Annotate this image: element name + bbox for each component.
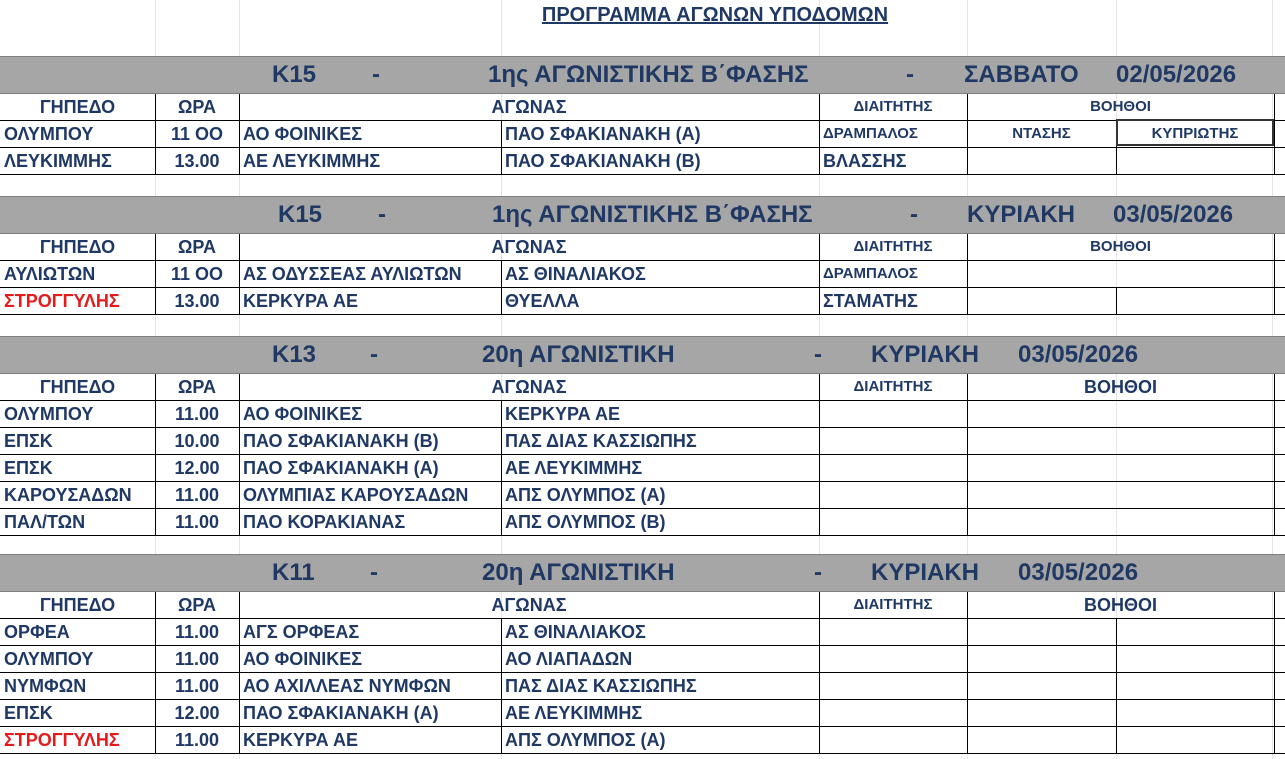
table-row (0, 646, 1285, 673)
assistant-2-cell (1116, 261, 1274, 287)
date-label: 03/05/2026 (1113, 201, 1234, 228)
table-row (0, 455, 1285, 482)
ground-cell: ΟΡΦΕΑ (4, 622, 70, 642)
assistant-1-cell (967, 619, 1116, 645)
header-referee: ΔΙΑΙΤΗΤΗΣ (853, 238, 933, 255)
referee-cell (823, 673, 967, 699)
away-team-cell: ΠΑΟ ΣΦΑΚΙΑΝΑΚΗ (Β) (505, 151, 701, 171)
time-cell: 11.00 (174, 649, 220, 669)
day-label: ΚΥΡΙΑΚΗ (871, 559, 980, 586)
referee-cell: ΣΤΑΜΑΤΗΣ (823, 291, 918, 311)
assistant-2-cell (1116, 288, 1274, 314)
assistant-2-cell (1116, 673, 1274, 699)
assistant-2-cell (1116, 428, 1274, 454)
table-row (0, 148, 1285, 175)
assistant-2-cell (1116, 455, 1274, 481)
assistant-1-cell (967, 700, 1116, 726)
header-match: ΑΓΩΝΑΣ (491, 97, 567, 117)
assistant-1-cell (967, 646, 1116, 672)
assistant-1-cell (967, 509, 1116, 535)
home-team-cell: ΠΑΟ ΣΦΑΚΙΑΝΑΚΗ (Β) (243, 431, 439, 451)
section-header-bar (0, 56, 1285, 94)
home-team-cell: ΚΕΡΚΥΡΑ ΑΕ (243, 730, 359, 750)
table-row (0, 288, 1285, 315)
assistant-1-cell (967, 148, 1116, 174)
table-row (0, 261, 1285, 288)
time-cell: 11.00 (174, 730, 220, 750)
table-row (0, 619, 1285, 646)
referee-cell: ΔΡΑΜΠΑΛΟΣ (823, 125, 918, 142)
away-team-cell: ΑΠΣ ΟΛΥΜΠΟΣ (Β) (505, 512, 666, 532)
header-ground: ΓΗΠΕΔΟ (39, 97, 116, 117)
header-match: ΑΓΩΝΑΣ (491, 377, 567, 397)
header-ground: ΓΗΠΕΔΟ (39, 237, 116, 257)
time-cell: 12.00 (174, 703, 220, 723)
ground-cell: ΛΕΥΚΙΜΜΗΣ (4, 151, 112, 171)
separator-dash: - (370, 341, 378, 368)
header-referee: ΔΙΑΙΤΗΤΗΣ (853, 98, 933, 115)
assistant-1-cell: ΝΤΑΣΗΣ (1012, 125, 1071, 142)
referee-cell: ΔΡΑΜΠΑΛΟΣ (823, 265, 918, 282)
separator-dash: - (814, 341, 822, 368)
schedule-table (0, 592, 1285, 754)
category-label: Κ15 (278, 201, 323, 228)
home-team-cell: ΠΑΟ ΚΟΡΑΚΙΑΝΑΣ (243, 512, 406, 532)
assistant-2-cell (1116, 148, 1274, 174)
assistant-1-cell (967, 727, 1116, 753)
ground-cell: ΑΥΛΙΩΤΩΝ (4, 264, 96, 284)
header-assistants: ΒΟΗΘΟΙ (1090, 98, 1151, 115)
ground-cell: ΟΛΥΜΠΟΥ (4, 649, 94, 669)
header-assistants: ΒΟΗΘΟΙ (1083, 377, 1157, 397)
home-team-cell: ΚΕΡΚΥΡΑ ΑΕ (243, 291, 359, 311)
schedule-table (0, 234, 1285, 315)
away-team-cell: ΑΟ ΛΙΑΠΑΔΩΝ (505, 649, 633, 669)
schedule-section (0, 336, 1285, 536)
assistant-2-cell (1116, 401, 1274, 427)
away-team-cell: ΑΣ ΘΙΝΑΛΙΑΚΟΣ (505, 622, 646, 642)
header-time: ΩΡΑ (177, 237, 217, 257)
home-team-cell: ΟΛΥΜΠΙΑΣ ΚΑΡΟΥΣΑΔΩΝ (243, 485, 469, 505)
away-team-cell: ΑΣ ΘΙΝΑΛΙΑΚΟΣ (505, 264, 646, 284)
assistant-2-cell (1116, 619, 1274, 645)
section-header-bar (0, 196, 1285, 234)
date-label: 03/05/2026 (1018, 559, 1139, 586)
time-cell: 11 ΟΟ (170, 124, 224, 144)
table-row (0, 121, 1285, 148)
table-row (0, 482, 1285, 509)
home-team-cell: ΑΕ ΛΕΥΚΙΜΜΗΣ (243, 151, 381, 171)
separator-dash: - (910, 201, 918, 228)
separator-dash: - (378, 201, 386, 228)
assistant-2-cell (1116, 509, 1274, 535)
referee-cell (823, 482, 967, 508)
separator-dash: - (370, 559, 378, 586)
home-team-cell: ΑΟ ΦΟΙΝΙΚΕΣ (243, 649, 363, 669)
table-header-row (0, 374, 1285, 401)
assistant-2-cell (1116, 646, 1274, 672)
header-referee: ΔΙΑΙΤΗΤΗΣ (853, 378, 933, 395)
schedule-table (0, 94, 1285, 175)
header-time: ΩΡΑ (177, 377, 217, 397)
away-team-cell: ΠΑΣ ΔΙΑΣ ΚΑΣΣΙΩΠΗΣ (505, 676, 697, 696)
round-label: 1ης ΑΓΩΝΙΣΤΙΚΗΣ Β΄ΦΑΣΗΣ (492, 201, 813, 228)
assistant-1-cell (967, 261, 1116, 287)
date-label: 02/05/2026 (1116, 61, 1237, 88)
table-row (0, 509, 1285, 536)
referee-cell (823, 401, 967, 427)
page-title: ΠΡΟΓΡΑΜΜΑ ΑΓΩΝΩΝ ΥΠΟΔΟΜΩΝ (541, 4, 889, 26)
assistant-1-cell (967, 455, 1116, 481)
ground-cell: ΕΠΣΚ (4, 458, 53, 478)
table-row (0, 727, 1285, 754)
separator-dash: - (906, 61, 914, 88)
away-team-cell: ΚΕΡΚΥΡΑ ΑΕ (505, 404, 621, 424)
day-label: ΚΥΡΙΑΚΗ (871, 341, 980, 368)
category-label: Κ15 (272, 61, 317, 88)
assistant-1-cell (967, 428, 1116, 454)
header-time: ΩΡΑ (177, 595, 217, 615)
away-team-cell: ΑΕ ΛΕΥΚΙΜΜΗΣ (505, 458, 643, 478)
time-cell: 11.00 (174, 485, 220, 505)
referee-cell (823, 509, 967, 535)
ground-cell: ΠΑΛ/ΤΩΝ (4, 512, 86, 532)
ground-cell: ΚΑΡΟΥΣΑΔΩΝ (4, 485, 132, 505)
section-header-bar (0, 554, 1285, 592)
schedule-section (0, 196, 1285, 315)
time-cell: 11.00 (174, 512, 220, 532)
time-cell: 11.00 (174, 404, 220, 424)
home-team-cell: ΑΟ ΑΧΙΛΛΕΑΣ ΝΥΜΦΩΝ (243, 676, 451, 696)
schedule-section (0, 56, 1285, 175)
table-header-row (0, 592, 1285, 619)
home-team-cell: ΠΑΟ ΣΦΑΚΙΑΝΑΚΗ (Α) (243, 458, 439, 478)
assistant-1-cell (967, 401, 1116, 427)
category-label: Κ13 (272, 341, 317, 368)
ground-cell: ΕΠΣΚ (4, 431, 53, 451)
home-team-cell: ΠΑΟ ΣΦΑΚΙΑΝΑΚΗ (Α) (243, 703, 439, 723)
ground-cell: ΕΠΣΚ (4, 703, 53, 723)
away-team-cell: ΑΠΣ ΟΛΥΜΠΟΣ (Α) (505, 730, 666, 750)
ground-cell: ΟΛΥΜΠΟΥ (4, 404, 94, 424)
referee-cell: ΒΛΑΣΣΗΣ (823, 151, 907, 171)
assistant-1-cell (967, 482, 1116, 508)
home-team-cell: ΑΓΣ ΟΡΦΕΑΣ (243, 622, 360, 642)
round-label: 1ης ΑΓΩΝΙΣΤΙΚΗΣ Β΄ΦΑΣΗΣ (488, 61, 809, 88)
separator-dash: - (814, 559, 822, 586)
home-team-cell: ΑΟ ΦΟΙΝΙΚΕΣ (243, 124, 363, 144)
header-ground: ΓΗΠΕΔΟ (39, 595, 116, 615)
time-cell: 10.00 (174, 431, 220, 451)
round-label: 20η ΑΓΩΝΙΣΤΙΚΗ (482, 559, 675, 586)
assistant-1-cell (967, 288, 1116, 314)
referee-cell (823, 619, 967, 645)
away-team-cell: ΑΕ ΛΕΥΚΙΜΜΗΣ (505, 703, 643, 723)
header-match: ΑΓΩΝΑΣ (491, 237, 567, 257)
home-team-cell: ΑΟ ΦΟΙΝΙΚΕΣ (243, 404, 363, 424)
time-cell: 12.00 (174, 458, 220, 478)
ground-cell: ΣΤΡΟΓΓΥΛΗΣ (4, 291, 120, 311)
time-cell: 13.00 (174, 291, 220, 311)
assistant-2-cell (1116, 727, 1274, 753)
selected-cell-outline[interactable] (1116, 119, 1274, 146)
time-cell: 13.00 (174, 151, 220, 171)
section-header-bar (0, 336, 1285, 374)
header-ground: ΓΗΠΕΔΟ (39, 377, 116, 397)
time-cell: 11.00 (174, 622, 220, 642)
referee-cell (823, 428, 967, 454)
assistant-2-cell (1116, 700, 1274, 726)
day-label: ΣΑΒΒΑΤΟ (964, 61, 1079, 88)
ground-cell: ΣΤΡΟΓΓΥΛΗΣ (4, 730, 120, 750)
header-referee: ΔΙΑΙΤΗΤΗΣ (853, 596, 933, 613)
table-row (0, 700, 1285, 727)
separator-dash: - (372, 61, 380, 88)
away-team-cell: ΠΑΟ ΣΦΑΚΙΑΝΑΚΗ (Α) (505, 124, 701, 144)
date-label: 03/05/2026 (1018, 341, 1139, 368)
home-team-cell: ΑΣ ΟΔΥΣΣΕΑΣ ΑΥΛΙΩΤΩΝ (243, 264, 462, 284)
schedule-table (0, 374, 1285, 536)
ground-cell: ΝΥΜΦΩΝ (4, 676, 87, 696)
ground-cell: ΟΛΥΜΠΟΥ (4, 124, 94, 144)
table-header-row (0, 234, 1285, 261)
day-label: ΚΥΡΙΑΚΗ (967, 201, 1076, 228)
assistant-2-cell (1116, 482, 1274, 508)
referee-cell (823, 700, 967, 726)
referee-cell (823, 646, 967, 672)
table-row (0, 673, 1285, 700)
header-assistants: ΒΟΗΘΟΙ (1083, 595, 1157, 615)
away-team-cell: ΑΠΣ ΟΛΥΜΠΟΣ (Α) (505, 485, 666, 505)
category-label: Κ11 (272, 559, 315, 586)
table-row (0, 428, 1285, 455)
table-row (0, 401, 1285, 428)
assistant-1-cell (967, 673, 1116, 699)
table-header-row (0, 94, 1285, 121)
away-team-cell: ΘΥΕΛΛΑ (505, 291, 580, 311)
round-label: 20η ΑΓΩΝΙΣΤΙΚΗ (482, 341, 675, 368)
time-cell: 11 ΟΟ (170, 264, 224, 284)
schedule-section (0, 554, 1285, 754)
header-assistants: ΒΟΗΘΟΙ (1090, 238, 1151, 255)
header-match: ΑΓΩΝΑΣ (491, 595, 567, 615)
time-cell: 11.00 (174, 676, 220, 696)
away-team-cell: ΠΑΣ ΔΙΑΣ ΚΑΣΣΙΩΠΗΣ (505, 431, 697, 451)
referee-cell (823, 455, 967, 481)
assistant-2-cell: ΚΥΠΡΙΩΤΗΣ (1151, 125, 1239, 142)
header-time: ΩΡΑ (177, 97, 217, 117)
referee-cell (823, 727, 967, 753)
